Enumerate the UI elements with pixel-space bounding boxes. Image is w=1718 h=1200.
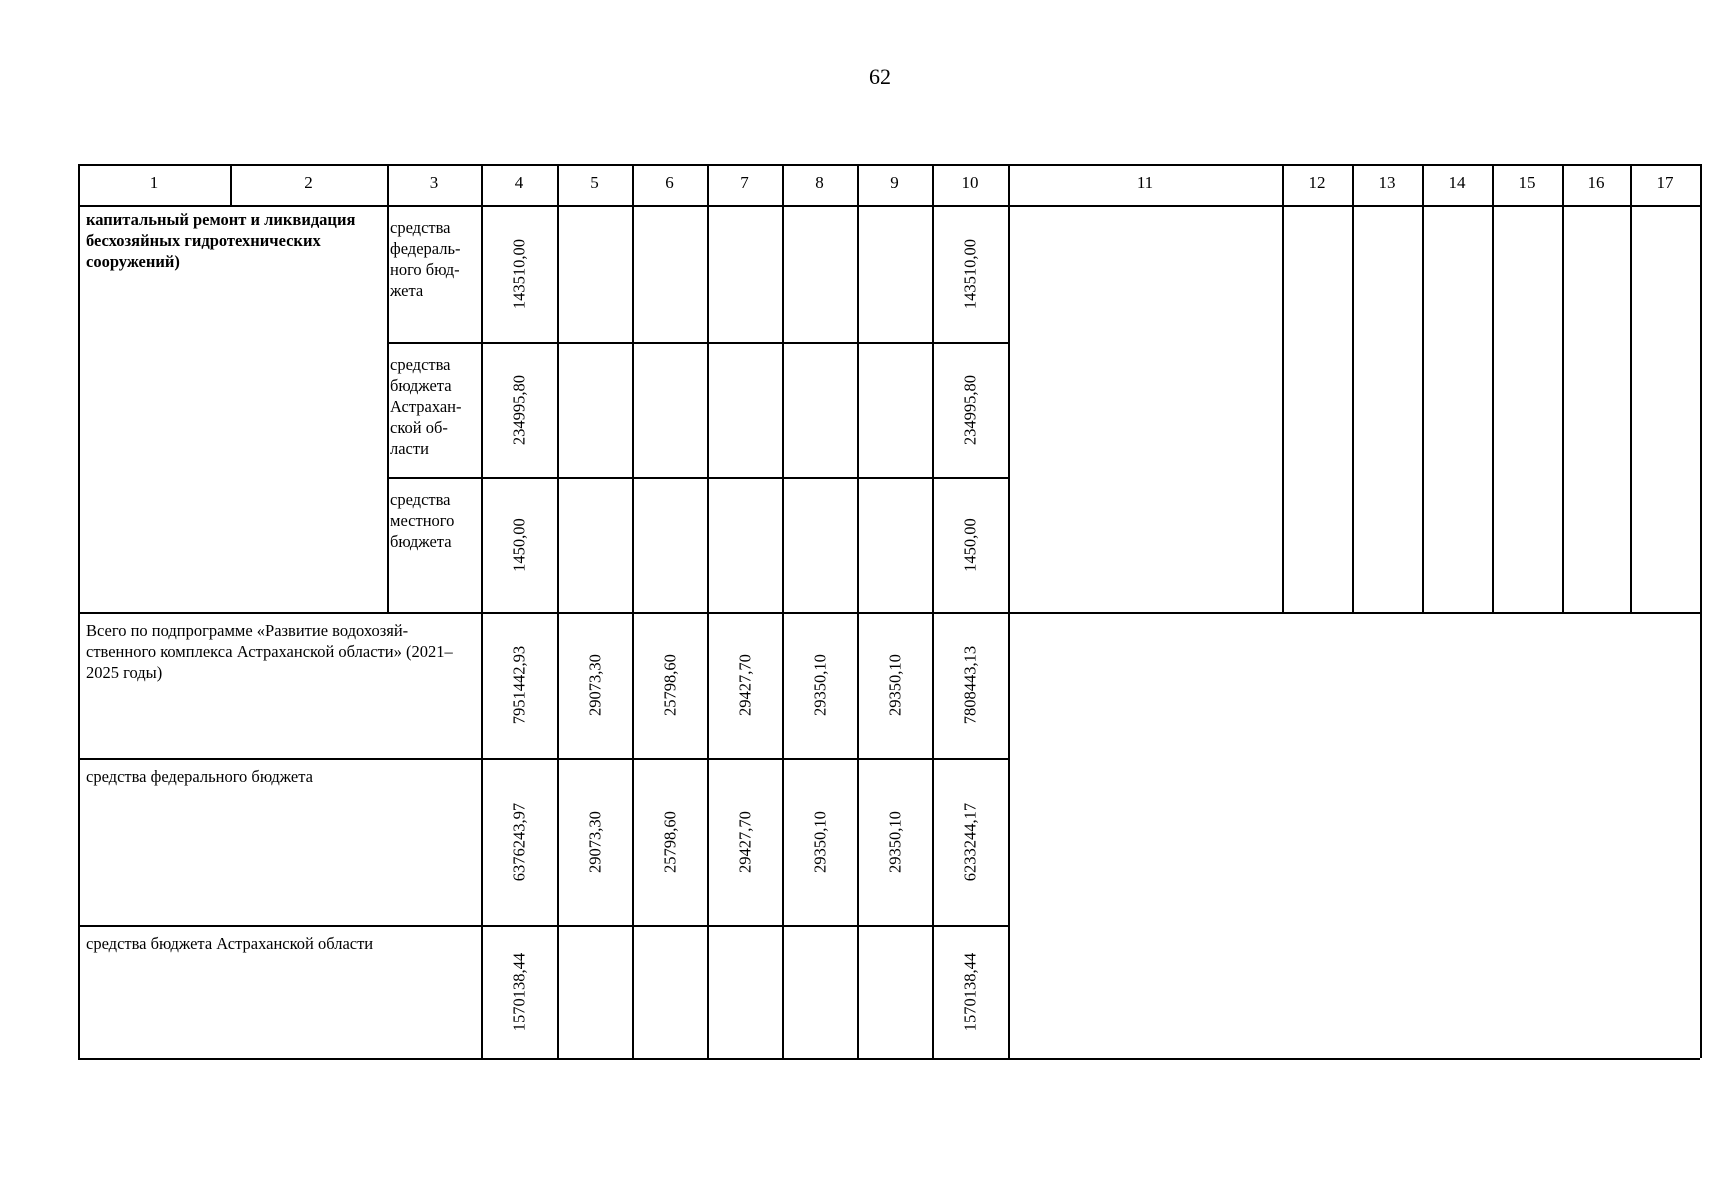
border [1008,164,1010,205]
border [557,205,559,612]
header-cell-13: 13 [1378,173,1396,192]
header-cell-9: 9 [890,173,899,192]
header-cell-11: 11 [1136,173,1154,192]
border [1700,612,1702,1058]
totals-value-col5 [557,612,632,758]
header-cell-7: 7 [740,173,749,192]
border [78,205,1700,207]
cell-value: 29350,10 [885,810,904,873]
value-col4 [481,205,557,342]
border [78,612,80,1058]
border [1352,164,1354,205]
totals-value-col6 [632,925,707,1058]
header-cell-1: 1 [149,173,159,192]
header-cell-17: 17 [1656,173,1674,192]
border [78,612,1700,614]
border [782,205,784,612]
border [857,612,859,1058]
totals-value-col5 [557,925,632,1058]
cell-value: 29073,30 [585,810,604,873]
border [932,205,934,612]
funding-source: средства местного бюджета [390,490,455,551]
cell-value: 143510,00 [509,238,529,309]
border [1008,205,1010,612]
totals-value-col9 [857,758,932,925]
border [78,205,80,612]
totals-value-col10 [932,612,1008,758]
border [387,205,389,612]
totals-label: средства бюджета Астраханской области [86,934,374,953]
cell-value: 6233244,17 [960,802,980,881]
header-cell-10: 10 [961,173,979,192]
cell-value: 1450,00 [509,517,529,572]
cell-value: 143510,00 [960,238,980,309]
border [78,758,1008,760]
cell-value: 1570138,44 [509,952,529,1031]
measure-name: капитальный ремонт и ликвидация бесхозяйных гидротехнических сооружений) [86,210,356,271]
cell-value: 29350,10 [885,654,904,716]
border [1008,612,1010,1058]
totals-value-col8 [782,758,857,925]
header-cell-14: 14 [1448,173,1466,192]
totals-value-col8 [782,612,857,758]
header-cell-12: 12 [1308,173,1326,192]
border [932,612,934,1058]
cell-value: 29073,30 [585,654,604,716]
border [782,612,784,1058]
border [557,164,559,205]
border [1492,164,1494,205]
border [1352,205,1354,612]
border [481,612,483,1058]
border [481,164,483,205]
border [1282,164,1284,205]
totals-value-col4 [481,758,557,925]
border [1562,205,1564,612]
cell-value: 29427,70 [735,810,754,873]
totals-value-col6 [632,758,707,925]
cell-value: 7808443,13 [960,645,980,725]
border [387,477,1008,479]
cell-value: 25798,60 [660,654,679,716]
totals-value-col7 [707,925,782,1058]
cell-value: 234995,80 [509,374,529,445]
border [557,612,559,1058]
cell-value: 29350,10 [810,654,829,716]
border [632,205,634,612]
border [481,205,483,612]
totals-label: средства федерального бюджета [86,767,313,786]
totals-value-col8 [782,925,857,1058]
cell-value: 7951442,93 [509,645,529,725]
totals-value-col9 [857,925,932,1058]
value-col4 [481,477,557,612]
totals-value-col9 [857,612,932,758]
page-number: 62 [869,64,891,89]
header-cell-2: 2 [304,173,313,192]
header-cell-6: 6 [665,173,674,192]
totals-value-col10 [932,925,1008,1058]
border [707,612,709,1058]
border [78,164,1700,166]
header-cell-16: 16 [1587,173,1605,192]
totals-value-col10 [932,758,1008,925]
totals-value-col4 [481,925,557,1058]
cell-value: 29350,10 [810,810,829,873]
header-cell-15: 15 [1518,173,1536,192]
border [1282,205,1284,612]
totals-value-col7 [707,758,782,925]
cell-value: 6376243,97 [509,802,529,881]
funding-source: средства федераль-ного бюд-жета [390,218,461,300]
border [932,164,934,205]
value-col4 [481,342,557,477]
header-cell-8: 8 [815,173,824,192]
value-col10 [932,205,1008,342]
border [78,1058,1700,1060]
border [78,925,1008,927]
header-cell-3: 3 [429,173,439,192]
border [782,164,784,205]
totals-label: Всего по подпрограмме «Развитие водохозяй-ственного комплекса Астраханской области» (2021–2025 годы) [86,621,453,682]
border [1700,164,1702,205]
border [857,205,859,612]
totals-value-col6 [632,612,707,758]
border [632,612,634,1058]
border [1700,205,1702,612]
cell-value: 234995,80 [960,374,980,445]
border [1630,164,1632,205]
border [1422,205,1424,612]
border [1630,205,1632,612]
cell-value: 29427,70 [735,654,754,716]
funding-source: средства бюджета Астрахан-ской об-ласти [390,355,462,458]
border [1492,205,1494,612]
cell-value: 1570138,44 [960,952,980,1031]
totals-value-col5 [557,758,632,925]
cell-value: 1450,00 [960,517,980,572]
border [230,164,232,205]
border [632,164,634,205]
border [1562,164,1564,205]
border [387,342,1008,344]
header-cell-4: 4 [514,173,524,192]
border [387,164,389,205]
cell-value: 25798,60 [660,810,679,873]
value-col10 [932,477,1008,612]
border [707,205,709,612]
border [707,164,709,205]
value-col10 [932,342,1008,477]
border [857,164,859,205]
header-cell-5: 5 [590,173,599,192]
totals-value-col7 [707,612,782,758]
border [1422,164,1424,205]
border [78,164,80,205]
totals-value-col4 [481,612,557,758]
